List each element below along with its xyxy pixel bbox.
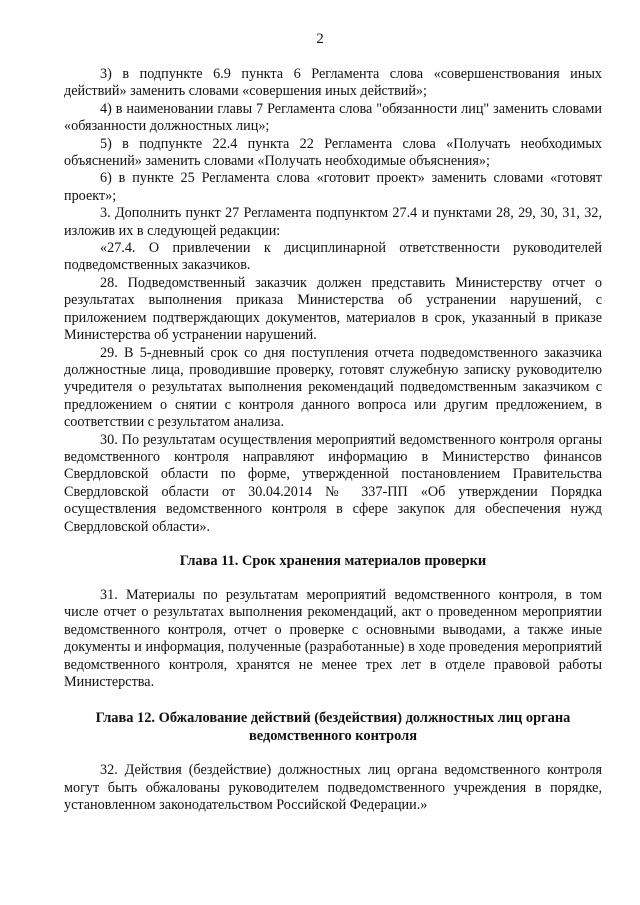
chapter-11-heading: Глава 11. Срок хранения материалов проверки: [179, 552, 487, 569]
paragraph-32: 32. Действия (бездействие) должностных лиц органа ведомственного контроля могут быть обжалованы руководителем подведомственного учреждения в порядке, установленном законодательством Российской Федерации.»: [64, 762, 602, 814]
paragraph-item-5: 5) в подпункте 22.4 пункта 22 Регламента слова «Получать необходимых объяснений» заменить словами «Получать необходимые объяснения»;: [64, 135, 602, 170]
paragraph-30: 30. По результатам осуществления мероприятий ведомственного контроля органы ведомственного контроля направляют информацию в Министерство финансов Свердловской области по форме, утвержденной постановлением Правительства Свердловской области от 30.04.2014 № 337-ПП «Об утверждении Порядка осуществления ведомственного контроля в сфере закупок для обеспечения нужд Свердловской области».: [64, 431, 602, 535]
chapter-12-heading: Глава 12. Обжалование действий (бездействия) должностных лиц органа ведомственного контроля: [95, 710, 571, 745]
paragraph-item-6: 6) в пункте 25 Регламента слова «готовит проект» заменить словами «готовят проект»;: [64, 170, 602, 204]
page-number: 2: [316, 31, 324, 47]
paragraph-item-4: 4) в наименовании главы 7 Регламента слова "обязанности лиц" заменить словами «обязанности должностных лиц»;: [64, 100, 602, 135]
paragraph-29: 29. В 5-дневный срок со дня поступления отчета подведомственного заказчика должностные лица, проводившие проверку, готовят служебную записку руководителю учредителя о результатах выполнения рекомендаций подведомственным заказчиком с предложением о снятии с контроля данного вопроса или другим предложением, в соответствии с результатом анализа.: [64, 344, 602, 431]
paragraph-31: 31. Материалы по результатам мероприятий ведомственного контроля, в том числе отчет о результатах выполнения рекомендаций, акт о проведенном мероприятии ведомственного контроля, отчет о проверке с основными выводами, а также иные документы и информация, полученные (разработанные) в ходе проведения мероприятий ведомственного контроля, хранятся не менее трех лет в отделе правовой работы Министерства.: [64, 586, 602, 690]
paragraph-28: 28. Подведомственный заказчик должен представить Министерству отчет о результатах выполнения приказа Министерства об устранении нарушений, с приложением подтверждающих документов, материалов в срок, указанный в приказе Министерства об устранении нарушений.: [64, 274, 602, 344]
document-body: [64, 66, 602, 815]
paragraph-point-3: 3. Дополнить пункт 27 Регламента подпунктом 27.4 и пунктами 28, 29, 30, 31, 32, изложив их в следующей редакции:: [64, 205, 602, 239]
paragraph-27-4: «27.4. О привлечении к дисциплинарной ответственности руководителей подведомственных заказчиков.: [64, 240, 602, 274]
paragraph-item-3: 3) в подпункте 6.9 пункта 6 Регламента слова «совершенствования иных действий» заменить словами «совершения иных действий»;: [64, 66, 602, 100]
